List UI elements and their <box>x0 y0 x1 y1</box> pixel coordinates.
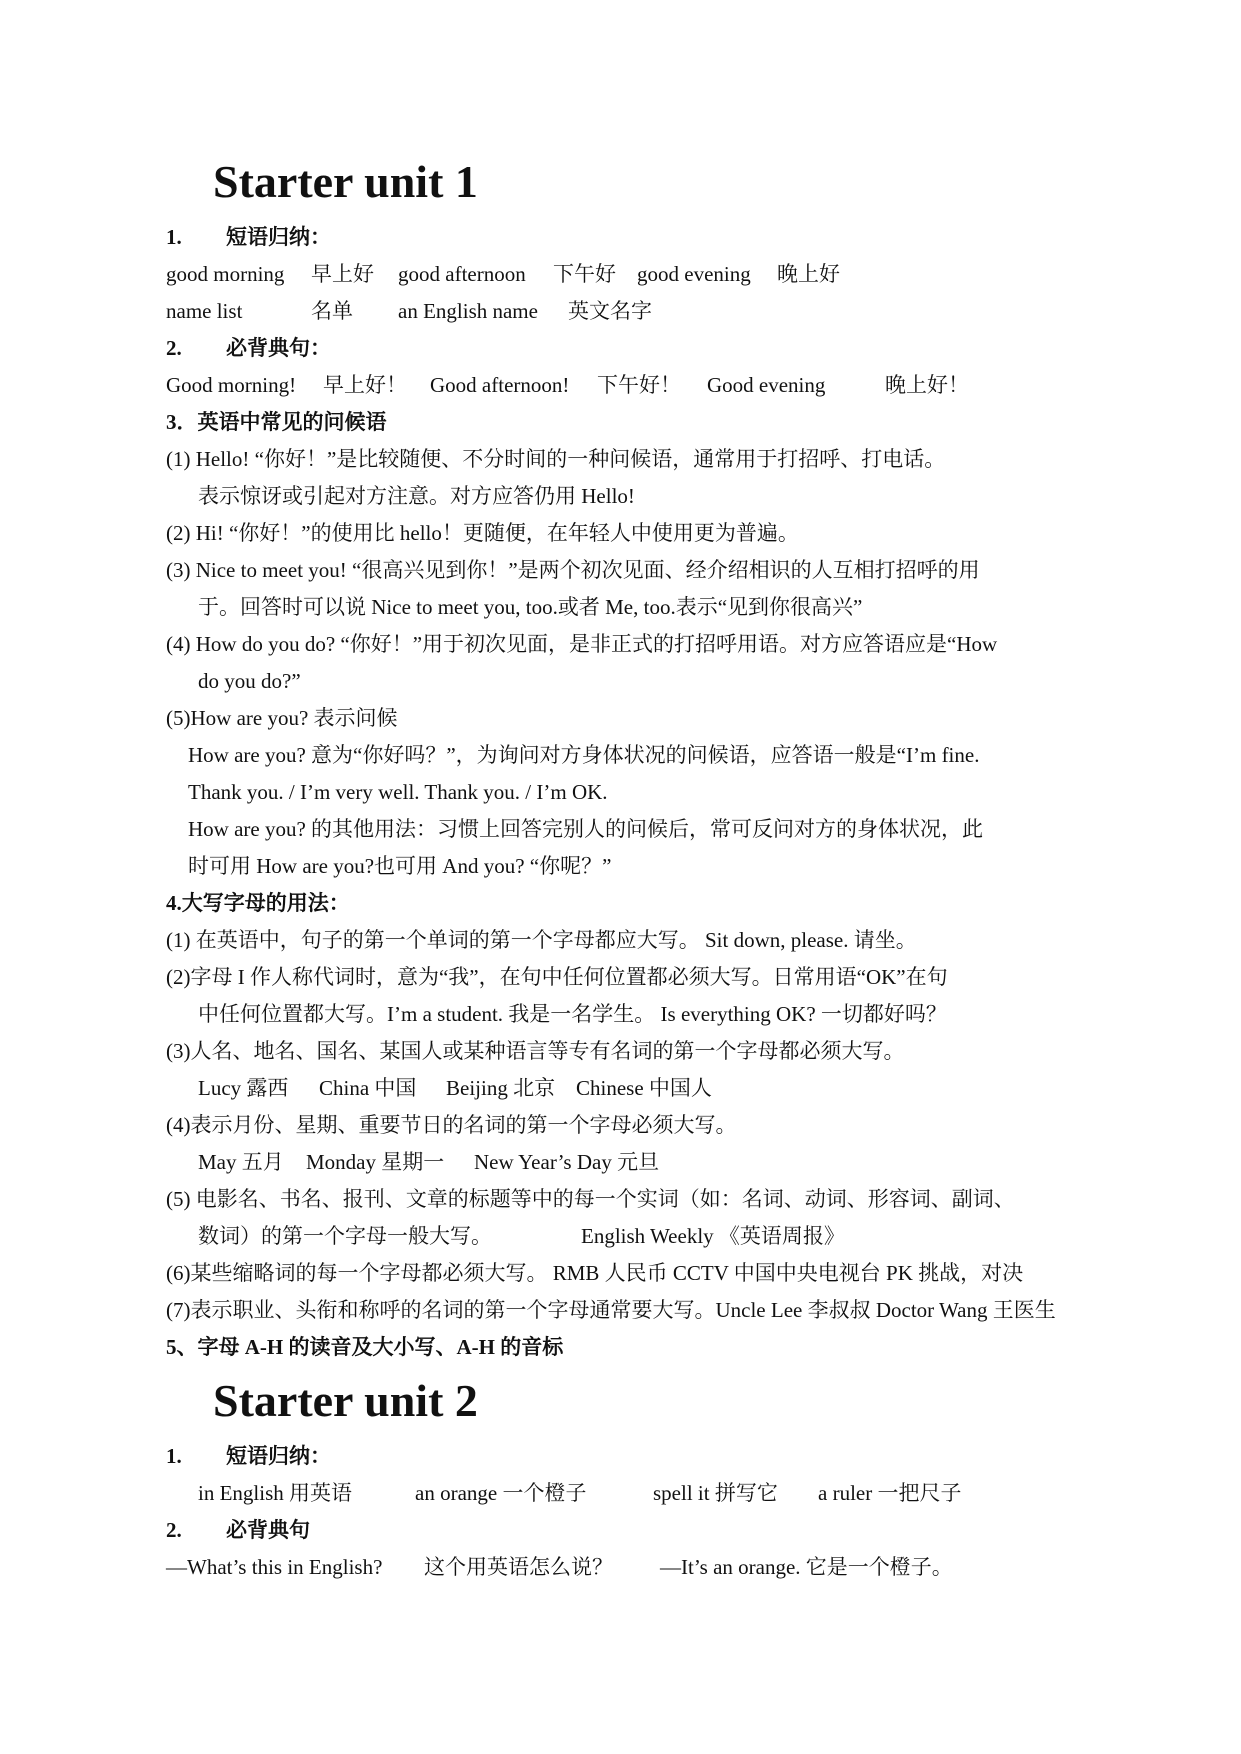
capital-rule-6: (6)某些缩略词的每一个字母都必须大写。 RMB 人民币 CCTV 中国中央电视台 PK 挑战，对决 <box>166 1261 1024 1285</box>
dialog-answer: —It’s an orange. 它是一个橙子。 <box>660 1555 953 1579</box>
phrase-en: good afternoon <box>398 262 526 286</box>
rule-text: 数词）的第一个字母一般大写。 <box>198 1224 492 1248</box>
greeting-5-meaning: How are you? 意为“你好吗？”，为询问对方身体状况的问候语，应答语一般是“I’m fine. <box>188 743 980 767</box>
capital-rule-3: (3)人名、地名、国名、某国人或某种语言等专有名词的第一个字母都必须大写。 <box>166 1039 905 1063</box>
capital-rule-1: (1) 在英语中，句子的第一个单词的第一个字母都应大写。 Sit down, please. 请坐。 <box>166 928 917 952</box>
unit1-section4-heading: 4.大写字母的用法： <box>166 891 350 915</box>
example: May 五月 <box>198 1150 284 1174</box>
example: Monday 星期一 <box>306 1150 445 1174</box>
example: Beijing 北京 <box>446 1076 556 1100</box>
section-number: 2. <box>166 336 182 360</box>
phrase-zh: 晚上好 <box>777 262 840 286</box>
unit1-phrases-row2 <box>166 296 652 326</box>
greeting-1-cont: 表示惊讶或引起对方注意。对方应答仍用 Hello! <box>198 484 635 508</box>
phrase-zh: 早上好 <box>311 262 374 286</box>
greeting-1: (1) Hello! “你好！”是比较随便、不分时间的一种问候语，通常用于打招呼、打电话。 <box>166 447 946 471</box>
greeting-5: (5)How are you? 表示问候 <box>166 706 398 730</box>
unit1-section3-heading: 3．英语中常见的问候语 <box>166 410 387 434</box>
sentence-zh: 晚上好！ <box>885 373 969 397</box>
section-number: 1. <box>166 225 182 249</box>
greeting-4: (4) How do you do? “你好！”用于初次见面，是非正式的打招呼用语。对方应答语应是“How <box>166 632 998 656</box>
section-number: 1. <box>166 1444 182 1468</box>
unit1-key-sentences <box>166 370 969 400</box>
dialog-translation: 这个用英语怎么说？ <box>424 1555 613 1579</box>
sentence-zh: 下午好！ <box>597 373 681 397</box>
sentence-zh: 早上好！ <box>323 373 407 397</box>
unit1-phrases-row1 <box>166 259 840 289</box>
greeting-5-answers: Thank you. / I’m very well. Thank you. / I’m OK. <box>188 780 608 804</box>
example: Lucy 露西 <box>198 1076 289 1100</box>
greeting-5-usage-cont: 时可用 How are you?也可用 And you? “你呢？” <box>188 854 612 878</box>
capital-rule-7: (7)表示职业、头衔和称呼的名词的第一个字母通常要大写。Uncle Lee 李叔叔 Doctor Wang 王医生 <box>166 1298 1056 1322</box>
phrase: spell it 拼写它 <box>653 1481 778 1505</box>
example: New Year’s Day 元旦 <box>474 1150 660 1174</box>
unit1-section2-heading <box>166 333 331 363</box>
phrase-en: good evening <box>637 262 751 286</box>
phrase-en: an English name <box>398 299 538 323</box>
unit1-section5-heading: 5、字母 A-H 的读音及大小写、A-H 的音标 <box>166 1335 564 1359</box>
example: China 中国 <box>319 1076 417 1100</box>
phrase: a ruler 一把尺子 <box>818 1481 962 1505</box>
sentence-en: Good evening <box>707 373 826 397</box>
unit1-title: Starter unit 1 <box>213 156 478 207</box>
example: English Weekly 《英语周报》 <box>581 1224 845 1248</box>
capital-rule-4-examples <box>198 1147 659 1177</box>
phrase-en: good morning <box>166 262 285 286</box>
greeting-5-usage: How are you? 的其他用法：习惯上回答完别人的问候后，常可反问对方的身体状况，此 <box>188 817 984 841</box>
greeting-3: (3) Nice to meet you! “很高兴见到你！”是两个初次见面、经介绍相识的人互相打招呼的用 <box>166 558 980 582</box>
capital-rule-4: (4)表示月份、星期、重要节日的名词的第一个字母必须大写。 <box>166 1113 737 1137</box>
unit2-section2-heading <box>166 1515 310 1545</box>
unit2-dialog <box>166 1552 953 1582</box>
section-title: 必背典句： <box>226 336 331 360</box>
greeting-4-cont: do you do?” <box>198 669 301 693</box>
example: Chinese 中国人 <box>576 1076 712 1100</box>
phrase: in English 用英语 <box>198 1481 353 1505</box>
phrase-zh: 下午好 <box>553 262 616 286</box>
phrase: an orange 一个橙子 <box>415 1481 587 1505</box>
capital-rule-2-cont: 中任何位置都大写。I’m a student. 我是一名学生。 Is everything OK? 一切都好吗？ <box>198 1002 947 1026</box>
capital-rule-3-examples <box>198 1073 712 1103</box>
phrase-en: name list <box>166 299 243 323</box>
capital-rule-5-cont <box>198 1221 845 1251</box>
phrase-zh: 英文名字 <box>568 299 652 323</box>
section-number: 2. <box>166 1518 182 1542</box>
section-title: 短语归纳： <box>226 1444 331 1468</box>
unit2-title: Starter unit 2 <box>213 1375 478 1426</box>
unit2-section1-heading <box>166 1441 331 1471</box>
sentence-en: Good afternoon! <box>430 373 570 397</box>
unit1-section1-heading <box>166 222 331 252</box>
sentence-en: Good morning! <box>166 373 297 397</box>
phrase-zh: 名单 <box>311 299 353 323</box>
section-title: 必背典句 <box>226 1518 310 1542</box>
capital-rule-5: (5) 电影名、书名、报刊、文章的标题等中的每一个实词（如：名词、动词、形容词、副词、 <box>166 1187 1015 1211</box>
greeting-3-cont: 于。回答时可以说 Nice to meet you, too.或者 Me, too.表示“见到你很高兴” <box>198 595 863 619</box>
dialog-question: —What’s this in English? <box>166 1555 383 1579</box>
greeting-2: (2) Hi! “你好！”的使用比 hello！更随便，在年轻人中使用更为普遍。 <box>166 521 799 545</box>
capital-rule-2: (2)字母 I 作人称代词时，意为“我”，在句中任何位置都必须大写。日常用语“OK”在句 <box>166 965 948 989</box>
section-title: 短语归纳： <box>226 225 331 249</box>
unit2-phrases <box>198 1478 961 1508</box>
